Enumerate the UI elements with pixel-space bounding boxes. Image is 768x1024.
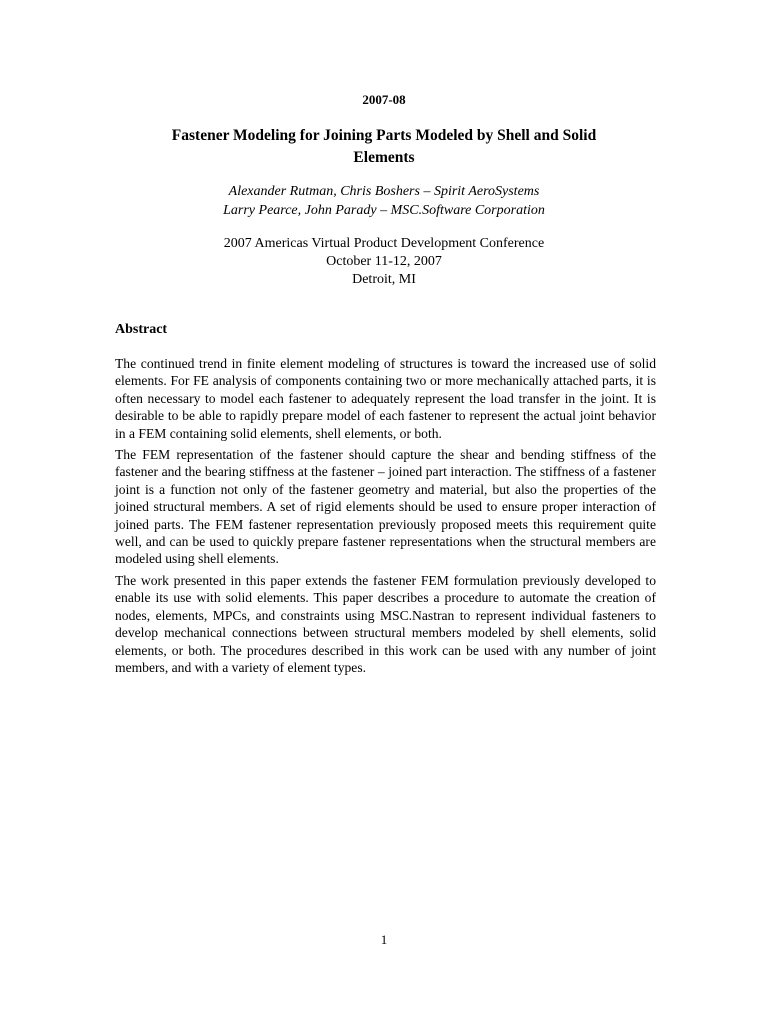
conference-location: Detroit, MI	[352, 272, 416, 287]
paper-title-line: Fastener Modeling for Joining Parts Modeled by Shell and Solid	[171, 127, 597, 144]
author-line: Alexander Rutman, Chris Boshers – Spirit AeroSystems	[228, 184, 540, 199]
conference-info	[0, 235, 768, 289]
author-list	[0, 182, 768, 220]
abstract-body	[115, 355, 656, 680]
conference-date: October 11-12, 2007	[326, 254, 442, 269]
page-number: 1	[380, 932, 388, 947]
abstract-heading: Abstract	[115, 322, 168, 337]
paper-title-line: Elements	[353, 149, 415, 166]
paper-number: 2007-08	[362, 92, 406, 107]
author-line: Larry Pearce, John Parady – MSC.Software Corporation	[223, 203, 545, 218]
abstract-paragraph: The FEM representation of the fastener should capture the shear and bending stiffness of the fastener and the bearing stiffness at the fastener – joined part interaction. The stiffness of a fastener joint is a function not only of the fastener geometry and material, but also the properties of the joined structural members. A set of rigid elements should be used to ensure proper interaction of joined parts. The FEM fastener representation previously proposed meets this requirement quite well, and can be used to quickly prepare fastener representations when the structural members are modeled using shell elements.	[115, 447, 656, 567]
abstract-paragraph: The continued trend in finite element modeling of structures is toward the increased use of solid elements. For FE analysis of components containing two or more mechanically attached parts, it is often necessary to model each fastener to adequately represent the load transfer in the joint. It is desirable to be able to rapidly prepare model of each fastener to represent the actual joint behavior in a FEM containing solid elements, shell elements, or both.	[115, 356, 656, 441]
abstract-paragraph: The work presented in this paper extends the fastener FEM formulation previously developed to enable its use with solid elements. This paper describes a procedure to automate the creation of nodes, elements, MPCs, and constraints using MSC.Nastran to represent individual fasteners to develop mechanical connections between structural members modeled by shell elements, solid elements, or both. The procedures described in this work can be used with any number of joint members, and with a variety of element types.	[115, 572, 656, 675]
paper-title	[130, 125, 638, 169]
conference-name: 2007 Americas Virtual Product Development Conference	[223, 236, 545, 251]
